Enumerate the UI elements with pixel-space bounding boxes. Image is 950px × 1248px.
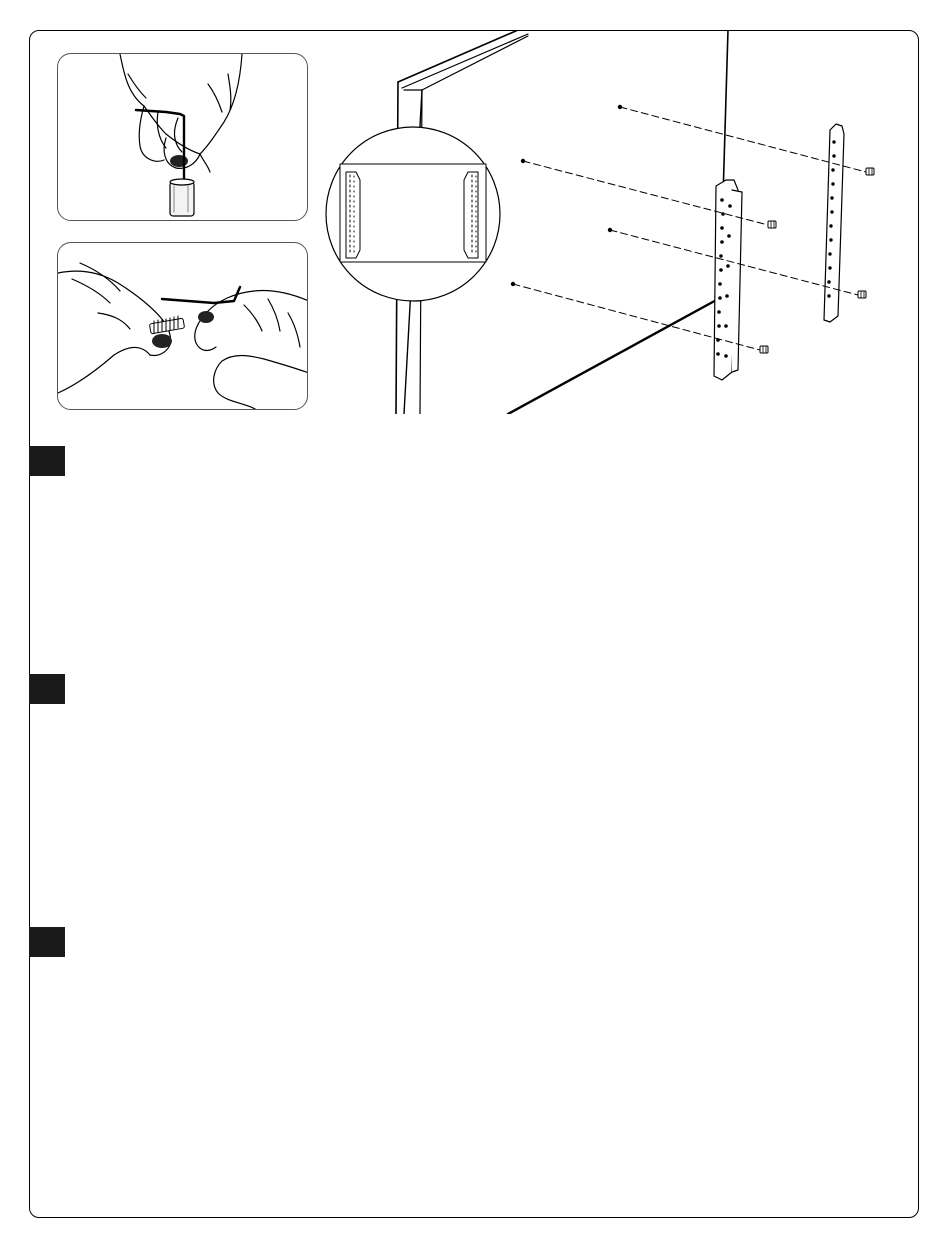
tv-bracket-assembly-illustration xyxy=(318,30,918,414)
screw-hex-key-illustration xyxy=(57,242,308,410)
step-2-marker xyxy=(29,674,65,704)
step-1-marker xyxy=(29,446,65,476)
hex-key-spacer-illustration xyxy=(57,53,308,221)
step-3-marker xyxy=(29,927,65,957)
